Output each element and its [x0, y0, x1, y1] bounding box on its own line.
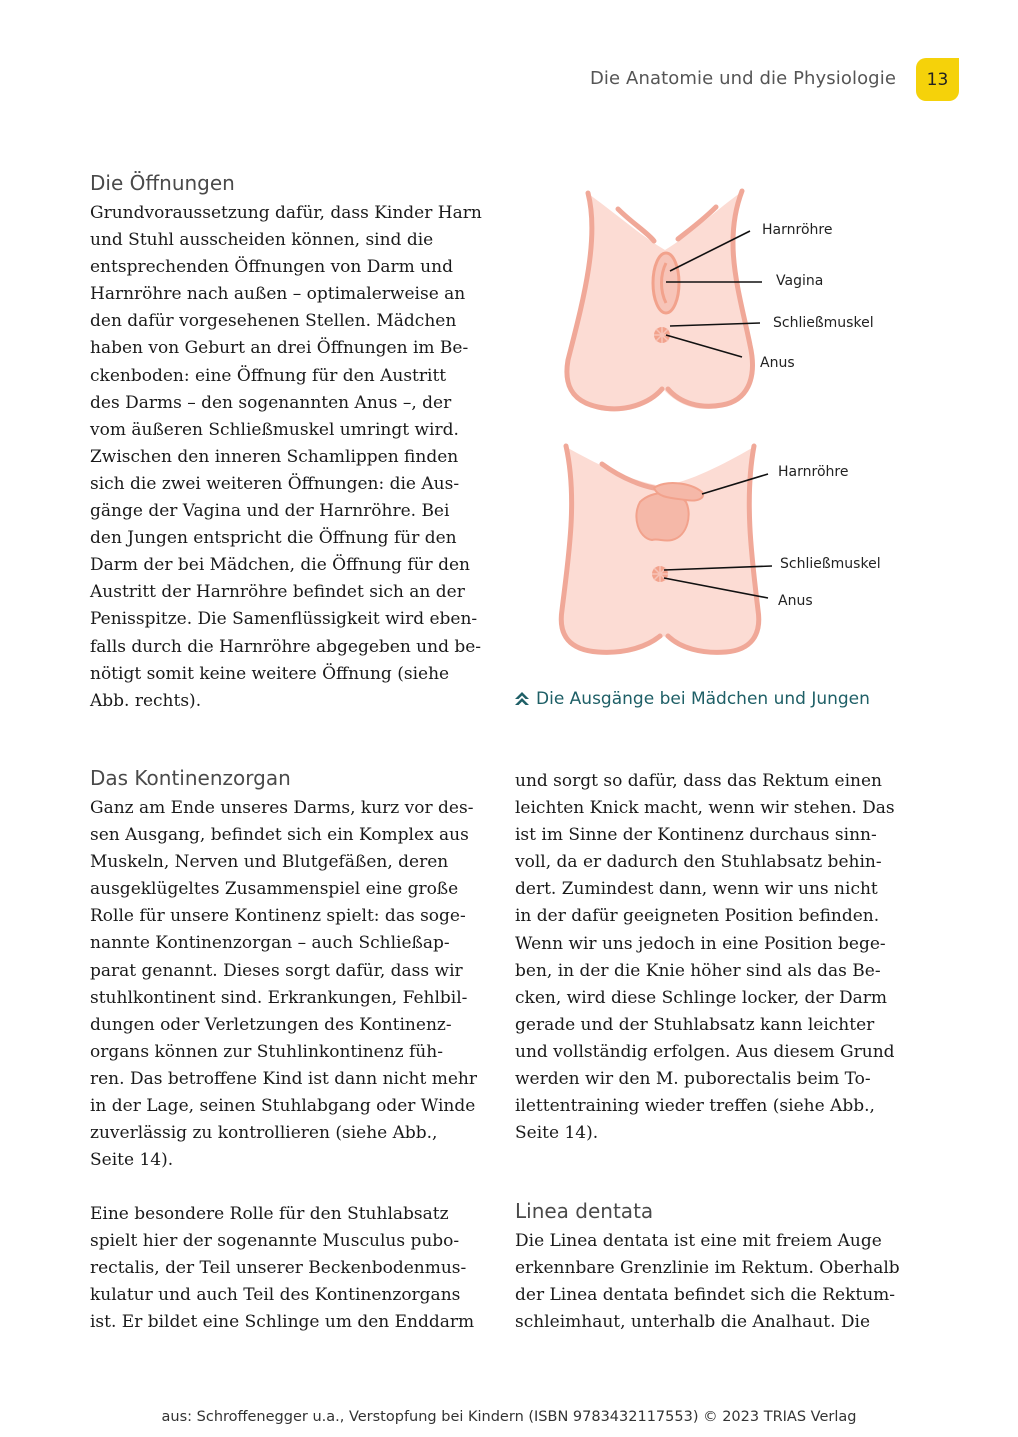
- paragraph-openings: [90, 200, 482, 715]
- heading-linea-dentata: Linea dentata: [515, 1199, 654, 1223]
- text-line: organs können zur Stuhlinkontinenz füh-: [90, 1041, 443, 1062]
- paragraph-linea-dentata: [515, 1228, 900, 1336]
- text-line: des Darms – den sogenannten Anus –, der: [90, 392, 452, 413]
- text-line: ausgeklügeltes Zusammenspiel eine große: [90, 879, 459, 900]
- text-line: ckenboden: eine Öffnung für den Austritt: [90, 365, 447, 386]
- text-line: Rolle für unsere Kontinenz spielt: das soge-: [90, 906, 466, 927]
- text-line: werden wir den M. puborectalis beim To-: [515, 1069, 871, 1090]
- text-line: gerade und der Stuhlabsatz kann leichter: [515, 1014, 875, 1035]
- text-line: entsprechenden Öffnungen von Darm und: [90, 257, 453, 278]
- text-line: ist. Er bildet eine Schlinge um den Enddarm: [90, 1312, 475, 1333]
- text-line: nötigt somit keine weitere Öffnung (siehe: [90, 663, 450, 684]
- text-line: sen Ausgang, befindet sich ein Komplex aus: [90, 825, 469, 846]
- paragraph-right-column: [515, 768, 895, 1147]
- text-line: Seite 14).: [515, 1123, 599, 1144]
- text-line: vom äußeren Schließmuskel umringt wird.: [90, 419, 459, 440]
- text-line: voll, da er dadurch den Stuhlabsatz behin-: [515, 852, 882, 873]
- text-line: dert. Zumindest dann, wenn wir uns nicht: [515, 879, 878, 900]
- paragraph-continence-2: [90, 1201, 474, 1336]
- figure-caption-text: Die Ausgänge bei Mädchen und Jungen: [536, 689, 870, 709]
- text-line: Penisspitze. Die Samenflüssigkeit wird eben-: [90, 609, 478, 630]
- boy-label-anus: Anus: [778, 593, 813, 609]
- girl-labia: [653, 253, 679, 313]
- running-title: Die Anatomie und die Physiologie: [589, 68, 896, 89]
- text-line: cken, wird diese Schlinge locker, der Darm: [515, 987, 887, 1008]
- text-line: und Stuhl ausscheiden können, sind die: [90, 230, 434, 251]
- text-line: der Linea dentata befindet sich die Rektum-: [515, 1285, 896, 1306]
- text-line: und sorgt so dafür, dass das Rektum einen: [515, 771, 883, 791]
- text-line: kulatur und auch Teil des Kontinenzorgans: [90, 1285, 461, 1306]
- text-line: rectalis, der Teil unserer Beckenbodenmus-: [90, 1258, 467, 1279]
- text-line: spielt hier der sogenannte Musculus pubo-: [90, 1231, 460, 1252]
- text-line: Wenn wir uns jedoch in eine Position bege-: [515, 933, 886, 954]
- text-line: dungen oder Verletzungen des Kontinenz-: [90, 1014, 452, 1035]
- text-line: Muskeln, Nerven und Blutgefäßen, deren: [90, 852, 449, 873]
- text-line: in der dafür geeigneten Position befinden.: [515, 906, 880, 927]
- text-line: ben, in der die Knie höher sind als das Be-: [515, 960, 881, 981]
- heading-continence-organ: Das Kontinenzorgan: [90, 766, 291, 790]
- text-line: leichten Knick macht, wenn wir stehen. Das: [515, 798, 895, 819]
- text-line: zuverlässig zu kontrollieren (siehe Abb.,: [90, 1123, 438, 1144]
- text-line: sich die zwei weiteren Öffnungen: die Aus-: [90, 473, 460, 494]
- text-line: Grundvoraussetzung dafür, dass Kinder Harn: [90, 203, 482, 223]
- text-line: Zwischen den inneren Schamlippen finden: [90, 446, 459, 467]
- figure-girl-anatomy: [540, 185, 900, 415]
- text-line: Harnröhre nach außen – optimalerweise an: [90, 284, 466, 305]
- text-line: in der Lage, seinen Stuhlabgang oder Winde: [90, 1096, 476, 1117]
- text-line: falls durch die Harnröhre abgegeben und be-: [90, 636, 482, 657]
- text-line: den Jungen entspricht die Öffnung für den: [90, 528, 457, 549]
- text-line: Austritt der Harnröhre befindet sich an der: [90, 582, 465, 603]
- girl-label-urethra: Harnröhre: [762, 222, 833, 238]
- text-line: haben von Geburt an drei Öffnungen im Be-: [90, 338, 469, 359]
- text-line: nannte Kontinenzorgan – auch Schließap-: [90, 933, 450, 954]
- girl-label-anus: Anus: [760, 355, 795, 371]
- text-line: Abb. rechts).: [90, 690, 202, 711]
- heading-openings: Die Öffnungen: [90, 171, 235, 195]
- figure-boy-anatomy: [540, 440, 900, 660]
- footer-citation: aus: Schroffenegger u.a., Verstopfung bei Kindern (ISBN 9783432117553) © 2023 TRIAS Verlag: [161, 1409, 857, 1425]
- boy-skin-shape: [561, 448, 759, 654]
- text-line: Die Linea dentata ist eine mit freiem Auge: [515, 1231, 882, 1251]
- double-chevron-up-icon: [514, 691, 530, 707]
- boy-label-sphincter: Schließmuskel: [780, 556, 881, 572]
- text-line: gänge der Vagina und der Harnröhre. Bei: [90, 501, 450, 522]
- boy-label-urethra: Harnröhre: [778, 464, 849, 480]
- text-line: erkennbare Grenzlinie im Rektum. Oberhalb: [515, 1258, 900, 1279]
- text-line: schleimhaut, unterhalb die Analhaut. Die: [515, 1312, 871, 1333]
- girl-label-sphincter: Schließmuskel: [773, 315, 874, 331]
- text-line: parat genannt. Dieses sorgt dafür, dass wir: [90, 960, 463, 981]
- figure-caption: [514, 689, 870, 709]
- girl-label-vagina: Vagina: [776, 273, 824, 289]
- text-line: Eine besondere Rolle für den Stuhlabsatz: [90, 1204, 449, 1224]
- text-line: Ganz am Ende unseres Darms, kurz vor des-: [90, 798, 474, 818]
- text-line: den dafür vorgesehenen Stellen. Mädchen: [90, 311, 457, 332]
- text-line: ilettentraining wieder treffen (siehe Abb.,: [515, 1096, 875, 1117]
- page-number-badge: 13: [916, 58, 959, 101]
- text-line: ist im Sinne der Kontinenz durchaus sinn-: [515, 825, 877, 846]
- text-line: und vollständig erfolgen. Aus diesem Grund: [515, 1041, 895, 1062]
- boy-anus-rays: [652, 566, 668, 582]
- text-line: Darm der bei Mädchen, die Öffnung für den: [90, 555, 470, 576]
- text-line: ren. Das betroffene Kind ist dann nicht mehr: [90, 1068, 477, 1089]
- text-line: stuhlkontinent sind. Erkrankungen, Fehlbil-: [90, 987, 468, 1008]
- paragraph-continence-1: [90, 795, 477, 1174]
- text-line: Seite 14).: [90, 1150, 174, 1171]
